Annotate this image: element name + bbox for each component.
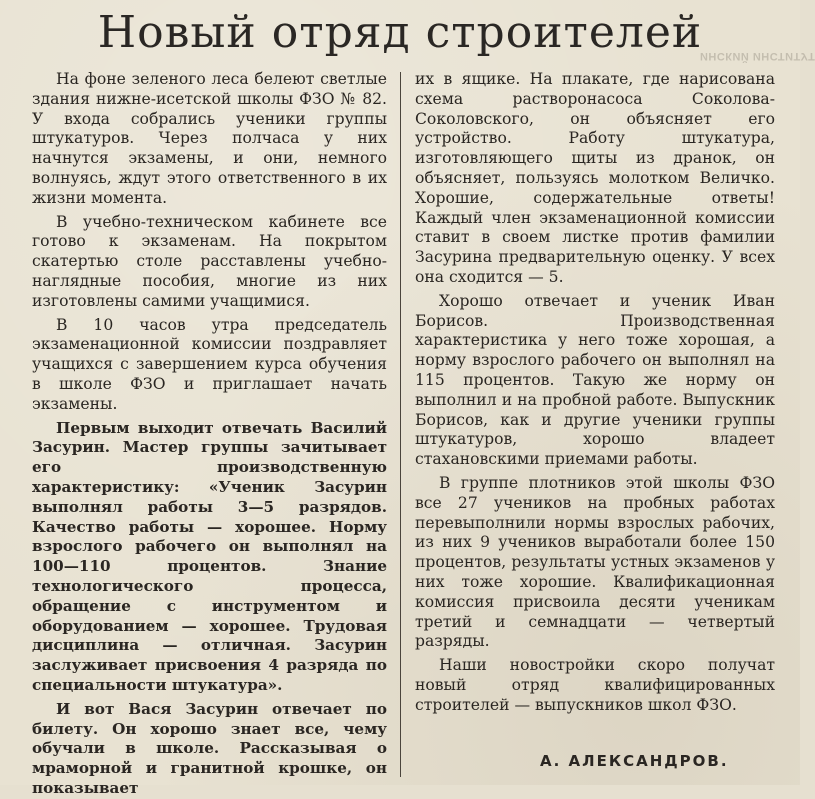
article-column-left: [32, 70, 387, 799]
paragraph: И вот Вася Засурин отвечает по билету. Он хорошо знает все, чему обучали в школе. Рассказывая о мраморной и гранитной крошке, он показывает: [32, 699, 387, 797]
bleed-through-text: ИНСКИЙ ИНСТИТУТ: [700, 50, 815, 62]
column-divider: [400, 72, 401, 777]
paragraph: их в ящике. На плакате, где нарисована схема растворонасоса Соколова-Соколовского, он объясняет его устройство. Работу штукатура, изготовляющего щиты из дранок, он объясняет, пользуясь молотком Величко. Хорошие, содержательные ответы! Каждый член экзаменационной комиссии ставит в своем листке против фамилии Засурина предварительную оценку. У всех она сходится — 5.: [415, 70, 775, 286]
paragraph: Хорошо отвечает и ученик Иван Борисов. Производственная характеристика у него тоже хорошая, а норму взрослого рабочего он выполнял на 115 процентов. Такую же норму он выполнил и на пробной работе. Выпускник Борисов, как и другие ученики группы штукатуров, хорошо владеет стахановскими приемами работы.: [415, 291, 775, 469]
article-title: Новый отряд строителей: [97, 7, 703, 58]
article-column-right: [415, 70, 775, 716]
paragraph: В учебно-техническом кабинете все готово к экзаменам. На покрытом скатертью столе расставлены учебно-наглядные пособия, многие из них изготовлены самими учащимися.: [32, 212, 387, 310]
paragraph: В 10 часов утра председатель экзаменационной комиссии поздравляет учащихся с завершением курса обучения в школе ФЗО и приглашает начать экзамены.: [32, 315, 387, 413]
paragraph: Наши новостройки скоро получат новый отряд квалифицированных строителей — выпускников школ ФЗО.: [415, 656, 775, 714]
paragraph: Первым выходит отвечать Василий Засурин. Мастер группы зачитывает его производственную характеристику: «Ученик Засурин выполнял работы 3—5 разрядов. Качество работы — хорошее. Норму взрослого рабочего он выполнял на 100—110 процентов. Знание технологического процесса, обращение с инструментом и оборудованием — хорошее. Трудовая дисциплина — отличная. Засурин заслуживает присвоения 4 разряда по специальности штукатура».: [32, 418, 387, 694]
author-signature: А. АЛЕКСАНДРОВ.: [540, 752, 729, 770]
paragraph: В группе плотников этой школы ФЗО все 27 учеников на пробных работах перевыполнили нормы взрослых рабочих, из них 9 учеников выработали более 150 процентов, результаты устных экзаменов у них тоже хорошие. Квалификационная комиссия присвоила десяти ученикам третий и семнадцати — четвертый разряды.: [415, 473, 775, 651]
paragraph: На фоне зеленого леса белеют светлые здания нижне-исетской школы ФЗО № 82. У входа собрались ученики группы штукатуров. Через полчаса у них начнутся экзамены, и они, немного волнуясь, ждут этого ответственного в их жизни момента.: [32, 70, 387, 207]
